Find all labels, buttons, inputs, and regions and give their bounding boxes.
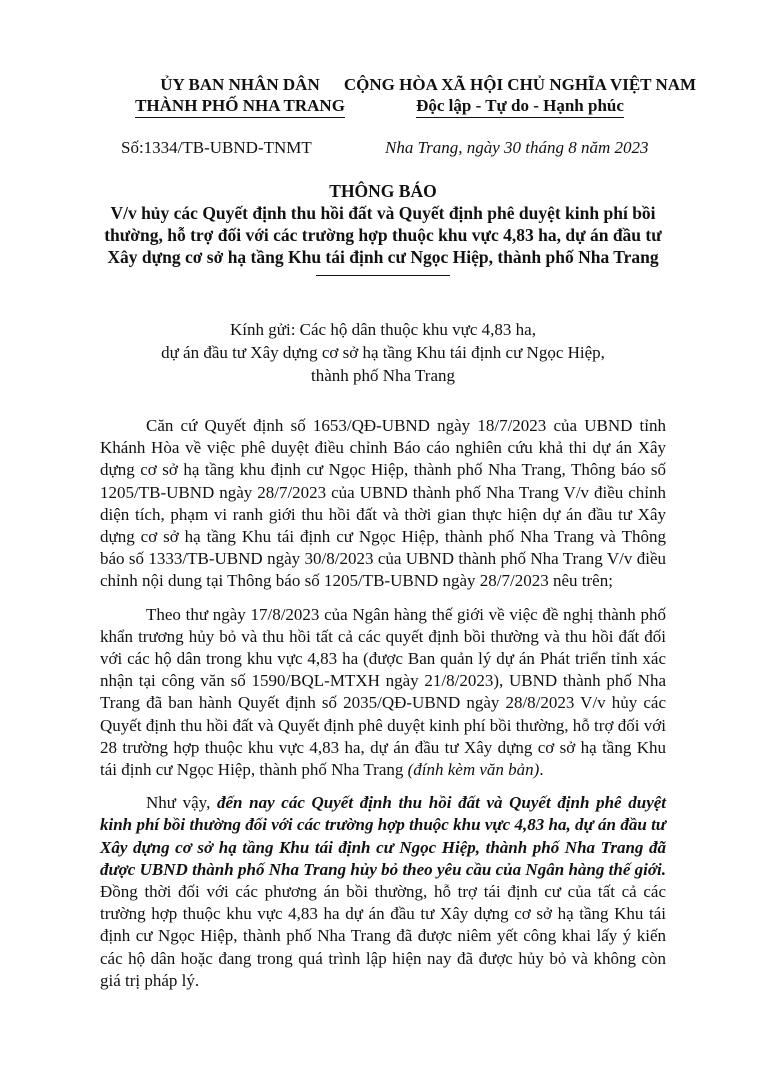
national-header xyxy=(340,74,700,118)
place-date: Nha Trang, ngày 30 tháng 8 năm 2023 xyxy=(385,138,649,157)
title-divider xyxy=(316,275,450,276)
attachment-note: (đính kèm văn bản) xyxy=(407,760,540,780)
paragraph-legal-basis: Căn cứ Quyết định số 1653/QĐ-UBND ngày 18/7/2023 của UBND tỉnh Khánh Hòa về việc phê duyệt điều chỉnh Báo cáo nghiên cứu khả thi dự án Xây dựng cơ sở hạ tầng khu định cư Ngọc Hiệp, thành phố Nha Trang, Thông báo số 1205/TB-UBND ngày 28/7/2023 của UBND thành phố Nha Trang V/v điều chỉnh diện tích, phạm vi ranh giới thu hồi đất và thời gian thực hiện dự án đầu tư Xây dựng cơ sở hạ tầng Khu tái định cư Ngọc Hiệp, thành phố Nha Trang và Thông báo số 1333/TB-UBND ngày 30/8/2023 của UBND thành phố Nha Trang V/v điều chỉnh nội dung tại Thông báo số 1205/TB-UBND ngày 28/7/2023 nêu trên; xyxy=(100,416,666,591)
paragraph-2-end: . xyxy=(539,760,544,780)
org-line-2: THÀNH PHỐ NHA TRANG xyxy=(135,95,345,118)
issuing-authority xyxy=(100,74,380,118)
org-line-1: ỦY BAN NHÂN DÂN xyxy=(160,75,320,94)
recipient-block xyxy=(110,318,656,387)
nation-motto: Độc lập - Tự do - Hạnh phúc xyxy=(416,95,624,118)
title-heading: THÔNG BÁO xyxy=(329,181,437,201)
nation-line-1: CỘNG HÒA XÃ HỘI CHỦ NGHĨA VIỆT NAM xyxy=(343,75,697,94)
paragraph-world-bank-request xyxy=(100,604,666,782)
recipient-line-2: dự án đầu tư Xây dựng cơ sở hạ tầng Khu tái định cư Ngọc Hiệp, xyxy=(161,343,605,362)
paragraph-3-end: Đồng thời đối với các phương án bồi thường, hỗ trợ tái định cư của tất cả các trường hợp thuộc khu vực 4,83 ha dự án đầu tư Xây dựng cơ sở hạ tầng Khu tái định cư Ngọc Hiệp, thành phố Nha Trang đã được niêm yết công khai lấy ý kiến các hộ dân hoặc đang trong quá trình lập hiện nay đã được hủy bỏ và không còn giá trị pháp lý. xyxy=(100,882,666,990)
title-subject: V/v hủy các Quyết định thu hồi đất và Quyết định phê duyệt kinh phí bồi thường, hỗ trợ đối với các trường hợp thuộc khu vực 4,83 ha, dự án đầu tư Xây dựng cơ sở hạ tầng Khu tái định cư Ngọc Hiệp, thành phố Nha Trang xyxy=(104,203,662,267)
paragraph-2-text: Theo thư ngày 17/8/2023 của Ngân hàng thế giới về việc đề nghị thành phố khẩn trương hủy bỏ và thu hồi tất cả các quyết định bồi thường và thu hồi đất đối với các hộ dân trong khu vực 4,83 ha (được Ban quản lý dự án Phát triển tỉnh xác nhận tại công văn số 1590/BQL-MTXH ngày 21/8/2023), UBND thành phố Nha Trang đã ban hành Quyết định số 2035/QĐ-UBND ngày 28/8/2023 V/v hủy các Quyết định thu hồi đất và Quyết định phê duyệt kinh phí bồi thường, hỗ trợ đối với 28 trường hợp thuộc khu vực 4,83 ha, dự án đầu tư Xây dựng cơ sở hạ tầng Khu tái định cư Ngọc Hiệp, thành phố Nha Trang xyxy=(100,604,666,780)
paragraph-3-start: Như vậy, xyxy=(146,793,217,813)
paragraph-conclusion xyxy=(100,792,666,992)
document-title xyxy=(100,180,666,268)
recipient-line-1: Kính gửi: Các hộ dân thuộc khu vực 4,83 ha, xyxy=(230,320,536,339)
recipient-line-3: thành phố Nha Trang xyxy=(310,366,456,385)
document-number: Số:1334/TB-UBND-TNMT xyxy=(121,138,312,157)
document-body xyxy=(100,415,666,1003)
paragraph-3-emphasis: đến nay các Quyết định thu hồi đất và Quyết định phê duyệt kinh phí bồi thường đối với các trường hợp thuộc khu vực 4,83 ha, dự án đầu tư Xây dựng cơ sở hạ tầng Khu tái định cư Ngọc Hiệp, thành phố Nha Trang đã được UBND thành phố Nha Trang hủy bỏ theo yêu cầu của Ngân hàng thế giới. xyxy=(100,793,667,879)
